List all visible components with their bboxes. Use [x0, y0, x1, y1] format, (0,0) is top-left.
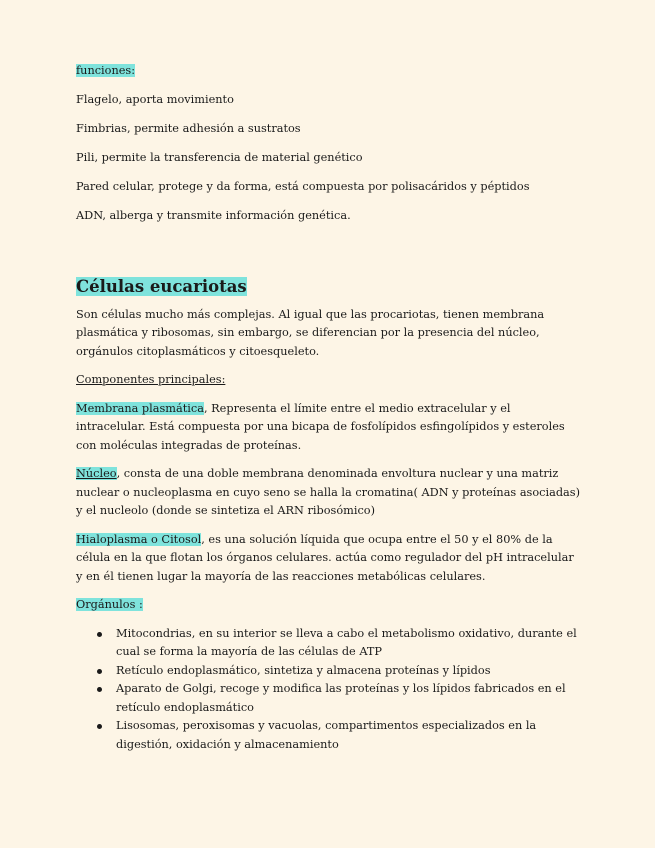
list-item: Aparato de Golgi, recoge y modifica las proteínas y los lípidos fabricados en el retículo endoplasmático — [76, 680, 582, 717]
component-paragraph — [76, 400, 582, 456]
components-label: Componentes principales: — [76, 373, 226, 386]
component-paragraph — [76, 465, 582, 521]
functions-label-line — [76, 62, 582, 81]
list-item: Lisosomas, peroxisomas y vacuolas, compartimentos especializados en la digestión, oxidación y almacenamiento — [76, 717, 582, 754]
component-term: Hialoplasma o Citosol — [76, 532, 202, 546]
organelles-label-line — [76, 596, 582, 615]
list-item: Mitocondrias, en su interior se lleva a cabo el metabolismo oxidativo, durante el cual se forma la mayoría de las células de ATP — [76, 625, 582, 662]
function-item: ADN, alberga y transmite información genética. — [76, 209, 351, 222]
component-term: Núcleo — [76, 467, 117, 480]
component-term: Membrana plasmática — [76, 401, 204, 415]
components-label-line — [76, 371, 582, 390]
function-item: Fimbrias, permite adhesión a sustratos — [76, 122, 301, 135]
organelles-label: Orgánulos : — [76, 598, 143, 611]
component-text: , Representa el límite entre el medio extracelular y el intracelular. Está compuesta por una bicapa de fosfolípidos esfingolípidos y esteroles con moléculas integradas de proteínas. — [76, 401, 565, 452]
component-text: , consta de una doble membrana denominada envoltura nuclear y una matriz nuclear o nucleoplasma en cuyo seno se halla la cromatina( ADN y proteínas asociadas) y el nucleolo (donde se sintetiza el ARN ribosómico) — [76, 467, 580, 517]
section-heading-line — [76, 276, 582, 298]
section-description: Son células mucho más complejas. Al igual que las procariotas, tienen membrana plasmática y ribosomas, sin embargo, se diferencian por la presencia del núcleo, orgánulos citoplasmáticos y citoesqueleto. — [76, 307, 545, 358]
function-item: Pared celular, protege y da forma, está compuesta por polisacáridos y péptidos — [76, 180, 530, 193]
function-item: Pili, permite la transferencia de material genético — [76, 151, 363, 164]
organelles-list — [76, 625, 582, 755]
function-item: Flagelo, aporta movimiento — [76, 93, 234, 106]
component-text: , es una solución líquida que ocupa entre el 50 y el 80% de la célula en la que flotan los órganos celulares. actúa como regulador del pH intracelular y en él tienen lugar la mayoría de las reacciones metabólicas celulares. — [76, 532, 574, 583]
functions-label: funciones: — [76, 64, 136, 77]
list-item: Retículo endoplasmático, sintetiza y almacena proteínas y lípidos — [76, 662, 582, 681]
document-page — [76, 62, 582, 754]
section-heading: Células eucariotas — [76, 276, 247, 296]
component-paragraph — [76, 531, 582, 587]
